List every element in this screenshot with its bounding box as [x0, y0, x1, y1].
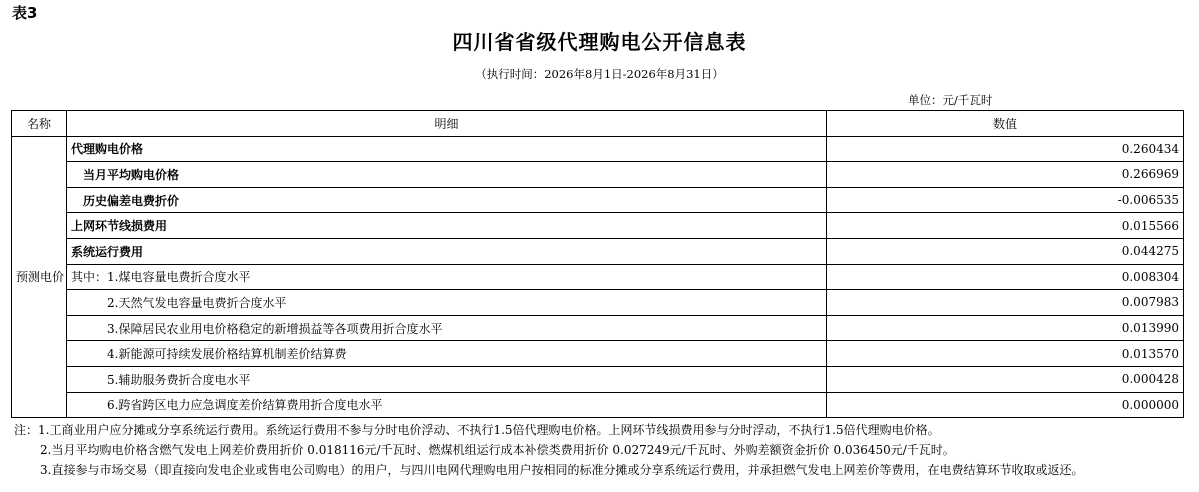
page-title: 四川省省级代理购电公开信息表 [452, 30, 747, 54]
row-value: 0.015566 [827, 213, 1184, 239]
table-row [12, 290, 1184, 316]
table-row [12, 238, 1184, 264]
table-row [12, 136, 1184, 162]
row-value: 0.260434 [827, 136, 1184, 162]
table-header-row [12, 111, 1184, 137]
row-value: 0.044275 [827, 238, 1184, 264]
row-value: -0.006535 [827, 187, 1184, 213]
row-label: 3.保障居民农业用电价格稳定的新增损益等各项费用折合度水平 [67, 315, 827, 341]
row-label: 历史偏差电费折价 [67, 187, 827, 213]
table-row [12, 187, 1184, 213]
row-value: 0.000000 [827, 392, 1184, 418]
row-label: 5.辅助服务费折合度电水平 [67, 366, 827, 392]
row-value: 0.013990 [827, 315, 1184, 341]
table-row [12, 213, 1184, 239]
price-table [11, 110, 1184, 418]
header-name: 名称 [12, 111, 67, 137]
header-detail: 明细 [67, 111, 827, 137]
unit-label: 单位：元/千瓦时 [908, 93, 993, 107]
row-value: 0.266969 [827, 162, 1184, 188]
footnote-3: 3.直接参与市场交易（即直接向发电企业或售电公司购电）的用户，与四川电网代理购电用户按相同的标准分摊或分享系统运行费用，并承担燃气发电上网差价等费用，在电费结算环节收取或返还。 [40, 463, 1084, 477]
row-label: 6.跨省跨区电力应急调度差价结算费用折合度电水平 [67, 392, 827, 418]
row-value: 0.000428 [827, 366, 1184, 392]
footnote-2: 2.当月平均购电价格含燃气发电上网差价费用折价 0.018116元/千瓦时、燃煤机组运行成本补偿类费用折价 0.027249元/千瓦时、外购差额资金折价 0.036450元/千瓦时。 [40, 443, 955, 457]
table-row [12, 162, 1184, 188]
footnote-1: 注：1.工商业用户应分摊或分享系统运行费用。系统运行费用不参与分时电价浮动、不执行1.5倍代理购电价格。上网环节线损费用参与分时浮动，不执行1.5倍代理购电价格。 [14, 423, 940, 437]
row-label: 其中：1.煤电容量电费折合度水平 [67, 264, 827, 290]
table-row [12, 366, 1184, 392]
header-value: 数值 [827, 111, 1184, 137]
table-row [12, 315, 1184, 341]
execution-period: （执行时间：2026年8月1日-2026年8月31日） [475, 67, 724, 81]
row-label: 当月平均购电价格 [67, 162, 827, 188]
row-label: 4.新能源可持续发展价格结算机制差价结算费 [67, 341, 827, 367]
row-label: 代理购电价格 [67, 136, 827, 162]
table-row [12, 264, 1184, 290]
row-label: 系统运行费用 [67, 238, 827, 264]
footnotes [14, 420, 1189, 480]
table-row [12, 392, 1184, 418]
row-label: 2.天然气发电容量电费折合度水平 [67, 290, 827, 316]
group-label: 预测电价 [12, 136, 67, 418]
table-number-label: 表3 [12, 4, 38, 22]
table-row [12, 341, 1184, 367]
row-value: 0.013570 [827, 341, 1184, 367]
row-label: 上网环节线损费用 [67, 213, 827, 239]
row-value: 0.007983 [827, 290, 1184, 316]
row-value: 0.008304 [827, 264, 1184, 290]
